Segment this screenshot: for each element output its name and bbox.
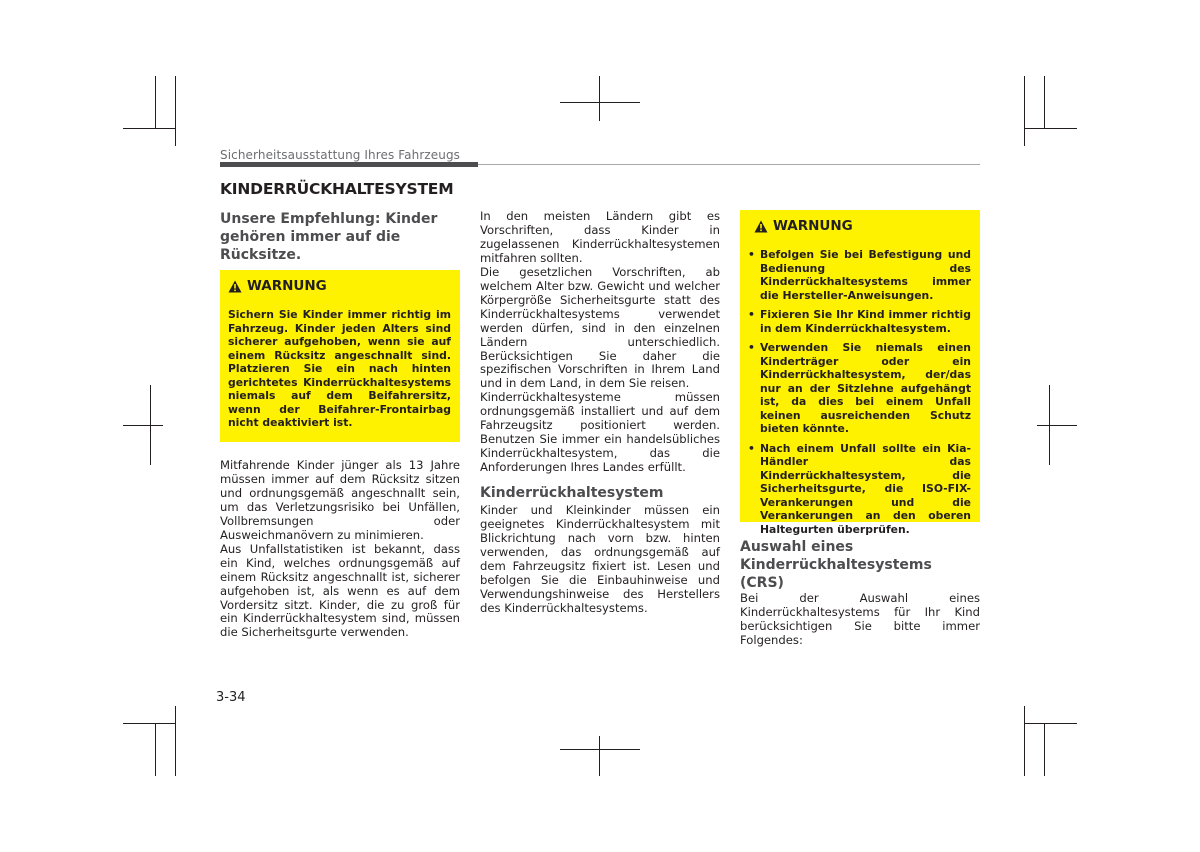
header-rule <box>220 162 478 167</box>
warning-box <box>220 270 460 442</box>
section-title: KINDERRÜCKHALTESYSTEM <box>220 180 454 198</box>
warning-list-item: • Befolgen Sie bei Befestigung und Bedienung des Kinderrückhaltesystems immer die Hersteller-Anweisungen. <box>748 248 971 302</box>
warning-list <box>748 248 971 536</box>
subsection-heading: Kinderrückhaltesystem <box>480 485 664 502</box>
column-middle <box>480 210 720 616</box>
paragraph: Aus Unfallstatistiken ist bekannt, dass ein Kind, welches ordnungsgemäß auf einem Rücksitz angeschnallt ist, sicherer aufgehoben ist, als wenn es auf dem Vordersitz sitzt. Kinder, die zu groß für ein Kinderrückhaltesystem sind, müssen die Sicherheitsgurte verwenden. <box>220 541 460 640</box>
recommendation-heading: Unsere Empfehlung: Kinder gehören immer auf die Rücksitze. <box>220 211 438 263</box>
warning-list-item: • Nach einem Unfall sollte ein Kia-Händler das Kinderrückhaltesystem, die Sicherheitsgurte, die ISO-FIX-Verankerungen und die Verankerungen an den oberen Haltegurten überprüfen. <box>748 442 971 537</box>
column-right <box>740 210 980 648</box>
warning-triangle-icon <box>754 220 768 233</box>
paragraph: Kinderrückhaltesysteme müssen ordnungsgemäß installiert und auf dem Fahrzeugsitz positioniert werden. Benutzen Sie immer ein handelsübliches Kinderrückhaltesystem, das die Anforderungen Ihres Landes erfüllt. <box>480 390 720 475</box>
page-number: 3-34 <box>216 690 246 705</box>
column-left <box>220 210 460 640</box>
warning-title: WARNUNG <box>748 218 971 234</box>
warning-box <box>740 210 980 536</box>
header-rule-thin <box>478 164 980 165</box>
warning-title: WARNUNG <box>228 278 451 294</box>
paragraph: In den meisten Ländern gibt es Vorschriften, dass Kinder in zugelassenen Kinderrückhaltesystemen mitfahren sollten. <box>480 209 720 265</box>
paragraph: Die gesetzlichen Vorschriften, ab welchem Alter bzw. Gewicht und welcher Körpergröße Sicherheitsgurte statt des Kinderrückhaltesystems verwendet werden dürfen, sind in den einzelnen Ländern unterschiedlich. Berücksichtigen Sie daher die spezifischen Vorschriften in Ihrem Land und in dem Land, in dem Sie reisen. <box>480 264 720 391</box>
warning-list-item: • Fixieren Sie Ihr Kind immer richtig in dem Kinderrückhaltesystem. <box>748 308 971 335</box>
paragraph: Mitfahrende Kinder jünger als 13 Jahre müssen immer auf dem Rücksitz sitzen und ordnungsgemäß angeschnallt sein, um das Verletzungsrisiko bei Unfällen, Vollbremsungen oder Ausweichmanövern zu minimieren. <box>220 458 460 542</box>
paragraph: Kinder und Kleinkinder müssen ein geeignetes Kinderrückhaltesystem mit Blickrichtung nach vorn bzw. hinten verwenden, das ordnungsgemäß auf dem Fahrzeugsitz fixiert ist. Lesen und befolgen Sie die Einbauhinweise und Verwendungshinweise des Herstellers des Kinderrückhaltesystems. <box>480 503 720 615</box>
warning-text: Sichern Sie Kinder immer richtig im Fahrzeug. Kinder jeden Alters sind sicherer aufgehoben, wenn sie auf einem Rücksitz angeschnallt sind. Platzieren Sie ein nach hinten gerichtetes Kinderrückhaltesystems niemals auf dem Beifahrersitz, wenn der Beifahrer-Frontairbag nicht deaktiviert ist. <box>228 308 451 429</box>
subsection-heading: Auswahl eines Kinderrückhaltesystems (CRS) <box>740 539 932 591</box>
warning-list-item: • Verwenden Sie niemals einen Kinderträger oder ein Kinderrückhaltesystem, der/das nur an der Sitzlehne aufgehängt ist, da dies bei einem Unfall keinen ausreichenden Schutz bieten könnte. <box>748 341 971 436</box>
chapter-header: Sicherheitsausstattung Ihres Fahrzeugs <box>220 148 461 162</box>
warning-triangle-icon <box>228 280 242 293</box>
paragraph: Bei der Auswahl eines Kinderrückhaltesystems für Ihr Kind berücksichtigen Sie bitte immer Folgendes: <box>740 591 980 647</box>
